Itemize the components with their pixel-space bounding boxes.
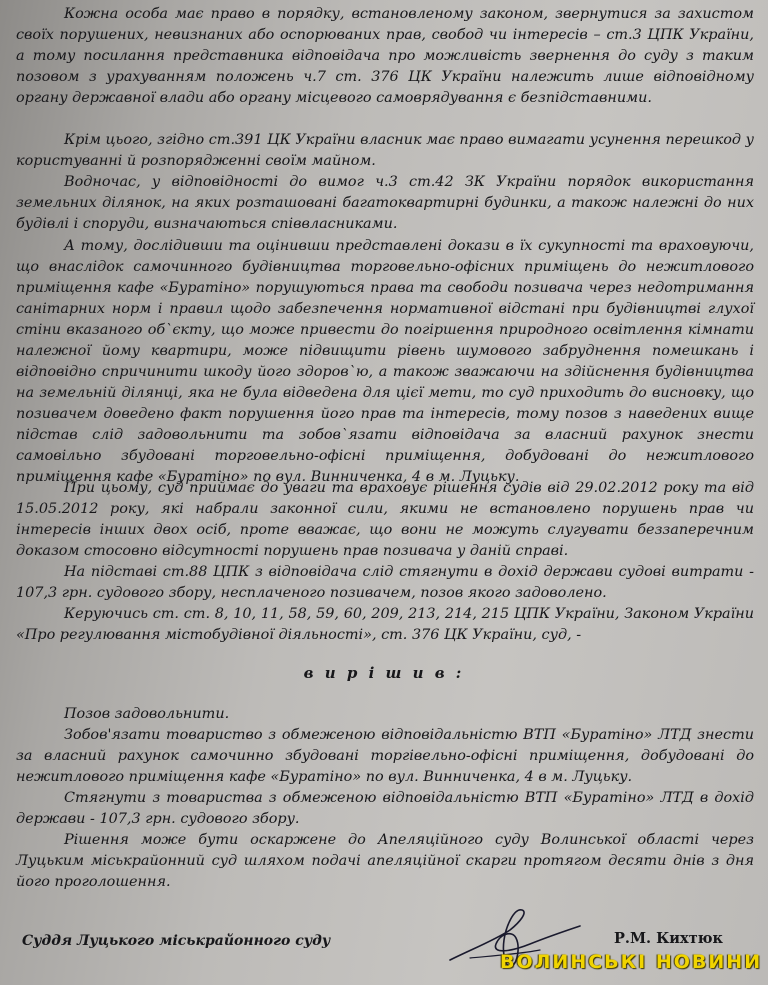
paragraph-land-use: Водночас, у відповідності до вимог ч.3 ст.42 ЗК України порядок використання земельних ділянок, на яких розташовані багатоквартирні будинки, а також належні до них будівлі і споруди, визначаються співвласниками.	[16, 174, 754, 232]
paragraph-previous-decisions: При цьому, суд приймає до уваги та враховує рішення судів від 29.02.2012 року та від 15.05.2012 року, які набрали законної сили, якими не встановлено порушень прав чи інтересів інших двох осіб, проте вважає, що вони не можуть слугувати беззаперечним доказом стосовно відсутності порушень прав позивача у даній справі.	[16, 480, 754, 559]
paragraph-legal-basis: Керуючись ст. ст. 8, 10, 11, 58, 59, 60, 209, 213, 214, 215 ЦПК України, Законом України «Про регулювання містобудівної діяльності», ст. 376 ЦК України, суд, -	[16, 606, 754, 643]
decision-appeal-notice: Рішення може бути оскаржене до Апеляційного суду Волинської області через Луцьким міськрайонний суд шляхом подачі апеляційної скарги протягом десяти днів з дня його проголошення.	[16, 832, 754, 890]
decision-heading: в и р і ш и в :	[303, 664, 465, 682]
judge-name: Р.М. Кихтюк	[614, 930, 724, 947]
paragraph-court-findings: А тому, дослідивши та оцінивши представлені докази в їх сукупності та враховуючи, що внаслідок самочинного будівництва торговельно-офісних приміщень до нежитлового приміщення кафе «Буратіно» порушуються права та свободи позивача через недотримання санітарних норм і правил щодо забезпечення нормативної відстані при будівництві глухої стіни вказаного об`єкту, що може привести до погіршення природного освітлення кімнати належної йому квартири, може підвищити рівень шумового забруднення помешкань і відповідно спричинити шкоду його здоров`ю, а також зважаючи на здійснення будівництва на земельній ділянці, яка не була відведена для цієї мети, то суд приходить до висновку, що позивачем доведено факт порушення його прав та інтересів, тому позов з наведених вище підстав слід задовольнити та зобов`язати відповідача за власний рахунок знести самовільно збудовані торговельно-офісні приміщення, добудовані до нежитлового приміщення кафе «Буратіно» по вул. Винниченка, 4 в м. Луцьку.	[16, 238, 754, 485]
judge-title: Суддя Луцького міськрайонного суду	[22, 933, 331, 949]
decision-claim-granted: Позов задовольнити.	[64, 706, 230, 722]
watermark-logo: ВОЛИНСЬКІ НОВИНИ	[500, 951, 763, 973]
decision-demolish-order: Зобов'язати товариство з обмеженою відповідальністю ВТП «Буратіно» ЛТД знести за власний рахунок самочинно збудовані торгівельно-офісні приміщення, добудовані до нежитлового приміщення кафе «Буратіно» по вул. Винниченка, 4 в м. Луцьку.	[16, 727, 754, 785]
paragraph-right-to-protection: Кожна особа має право в порядку, встановленому законом, звернутися за захистом своїх порушених, невизнаних або оспорюваних прав, свобод чи інтересів – ст.3 ЦПК України, а тому посилання представника відповідача про можливість звернення до суду з таким позовом з урахуванням положень ч.7 ст. 376 ЦК України належить лише відповідному органу державної влади або органу місцевого самоврядування є безпідставними.	[16, 6, 754, 106]
paragraph-owner-rights: Крім цього, згідно ст.391 ЦК України власник має право вимагати усунення перешкод у користуванні й розпорядженні своїм майном.	[16, 132, 754, 169]
paragraph-court-costs: На підставі ст.88 ЦПК з відповідача слід стягнути в дохід держави судові витрати - 107,3 грн. судового збору, несплаченого позивачем, позов якого задоволено.	[16, 564, 754, 601]
decision-recover-fee: Стягнути з товариства з обмеженою відповідальністю ВТП «Буратіно» ЛТД в дохід держави - 107,3 грн. судового збору.	[16, 790, 754, 827]
